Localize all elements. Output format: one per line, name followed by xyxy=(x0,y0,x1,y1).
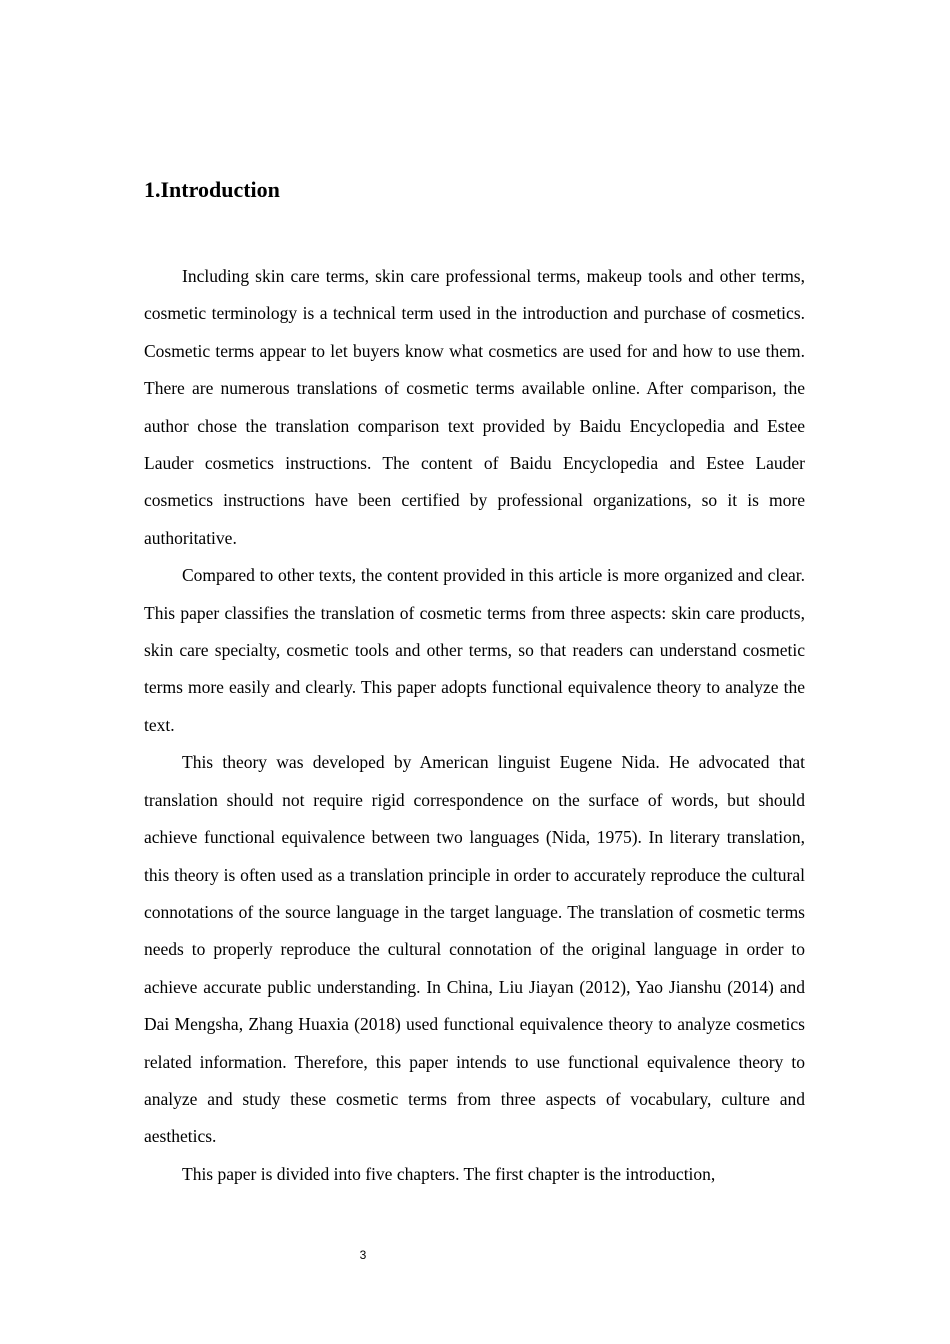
paragraph-1: Including skin care terms, skin care professional terms, makeup tools and other terms, cosmetic terminology is a technical term used in the introduction and purchase of cosmetics. Cosmetic terms appear to let buyers know what cosmetics are used for and how to use them. There are numerous translations of cosmetic terms available online. After comparison, the author chose the translation comparison text provided by Baidu Encyclopedia and Estee Lauder cosmetics instructions. The content of Baidu Encyclopedia and Estee Lauder cosmetics instructions have been certified by professional organizations, so it is more authoritative. xyxy=(144,266,805,548)
body-text xyxy=(144,258,805,1193)
paragraph-2: Compared to other texts, the content provided in this article is more organized and clear. This paper classifies the translation of cosmetic terms from three aspects: skin care products, skin care specialty, cosmetic tools and other terms, so that readers can understand cosmetic terms more easily and clearly. This paper adopts functional equivalence theory to analyze the text. xyxy=(144,565,805,735)
paragraph-3: This theory was developed by American linguist Eugene Nida. He advocated that translation should not require rigid correspondence on the surface of words, but should achieve functional equivalence between two languages (Nida, 1975). In literary translation, this theory is often used as a translation principle in order to accurately reproduce the cultural connotations of the source language in the target language. The translation of cosmetic terms needs to properly reproduce the cultural connotation of the original language in order to achieve accurate public understanding. In China, Liu Jiayan (2012), Yao Jianshu (2014) and Dai Mengsha, Zhang Huaxia (2018) used functional equivalence theory to analyze cosmetics related information. Therefore, this paper intends to use functional equivalence theory to analyze and study these cosmetic terms from three aspects of vocabulary, culture and aesthetics. xyxy=(144,752,805,1147)
paragraph-4: This paper is divided into five chapters. The first chapter is the introduction, xyxy=(182,1163,716,1184)
page-number: 3 xyxy=(359,1248,367,1262)
section-heading: 1.Introduction xyxy=(144,177,280,202)
